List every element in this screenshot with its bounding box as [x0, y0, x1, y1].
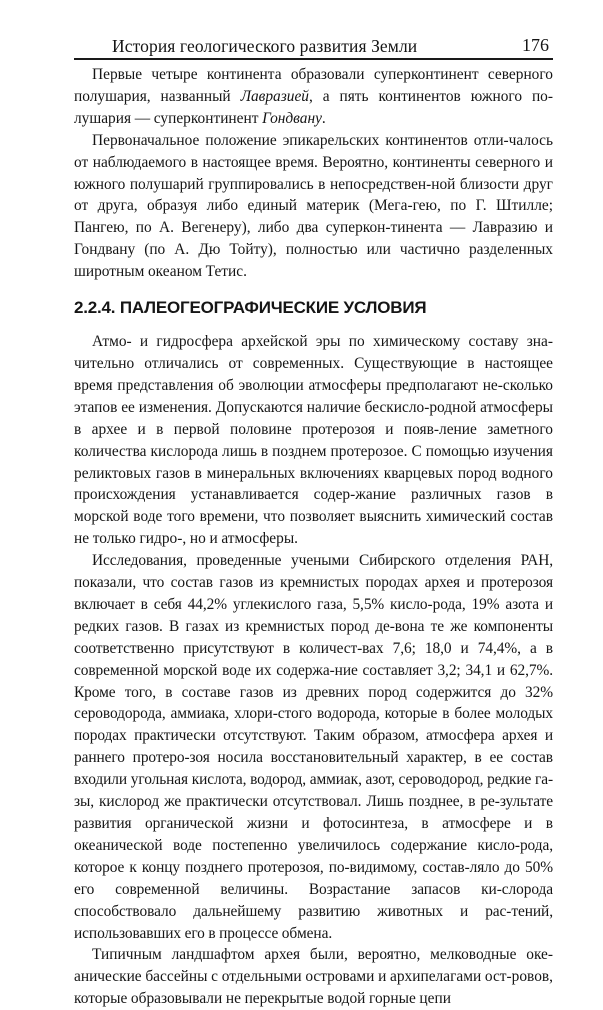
paragraph-supercontinents	[74, 64, 553, 130]
paragraph-landscape: Типичным ландшафтом архея были, вероятно, мелководные оке-анические бассейны с отдельными островами и архипелагами ост-ровов, которые образовывали не перекрытые водой горные цепи	[74, 946, 553, 1008]
term-laurasia: Лавразией	[240, 87, 309, 105]
page-number: 176	[522, 35, 549, 55]
body-text	[74, 64, 553, 1010]
paragraph-atmosphere-hydrosphere: Атмо- и гидросфера архейской эры по химическому составу зна-чительно отличались от современных. Существующие в настоящее время представления об эволюции атмосферы предполагают не-сколько этапов ее изменения. Допускаются наличие бескисло-родной атмосферы в архее и в первой половине протерозоя и появ-ление заметного количества кислорода лишь в позднем протерозое. С помощью изучения реликтовых газов в минеральных включениях кварцевых пород водного происхождения устанавливается содер-жание различных газов в морской воде того времени, что позволяет выяснить химический состав не только гидро-, но и атмосферы.	[74, 333, 553, 548]
paragraph-supercontinents-text-b: , а пять континентов южного по-лушария — суперконтинент	[74, 87, 553, 127]
paragraph-gas-studies: Исследования, проведенные учеными Сибирского отделения РАН, показали, что состав газов из кремнистых породах архея и протерозоя включает в себя 44,2% углекислого газа, 5,5% кисло-рода, 19% азота и редких газов. В газах из кремнистых пород де-вона те же компоненты соответственно присутствуют в количест-вах 7,6; 18,0 и 74,4%, а в современной морской воде их содержа-ние составляет 3,2; 34,1 и 62,7%. Кроме того, в составе газов из древних пород содержится до 32% сероводорода, аммиака, хлори-стого водорода, которые в более молодых породах практически отсутствуют. Таким образом, атмосфера архея и раннего протеро-зоя носила восстановительный характер, в ее состав входили угольная кислота, водород, аммиак, азот, сероводород, редкие га-зы, кислород же практически отсутствовал. Лишь позднее, в ре-зультате развития органической жизни и фотосинтеза, в атмосфере и в океанической воде постепенно увеличилось содержание кисло-рода, которое к концу позднего протерозоя, по-видимому, состав-ляло до 50% его современной величины. Возрастание запасов ки-слорода способствовало дальнейшему развитию животных и рас-тений, использовавших его в процессе обмена.	[74, 552, 553, 942]
paragraph-initial-position: Первоначальное положение эпикарельских континентов отли-чалось от наблюдаемого в настоящее время. Вероятно, континенты северного и южного полушарий группировались в непосредствен-ной близости друг от друга, образуя либо единый материк (Мега-гею, по Г. Штилле; Пангею, по А. Вегенеру), либо два суперкон-тинента — Лавразию и Гондвану (по А. Дю Тойту), полностью или частично разделенных широтным океаном Тетис.	[74, 131, 553, 281]
running-header	[74, 32, 553, 60]
section-title: 2.2.4. ПАЛЕОГЕОГРАФИЧЕСКИЕ УСЛОВИЯ	[74, 298, 427, 318]
term-gondwana: Гондвану	[262, 109, 322, 127]
running-title: История геологического развития Земли	[112, 36, 418, 56]
paragraph-supercontinents-text-a: Первые четыре континента образовали суперконтинент северного полушария, названный	[74, 66, 553, 105]
paragraph-supercontinents-text-c: .	[321, 109, 326, 127]
